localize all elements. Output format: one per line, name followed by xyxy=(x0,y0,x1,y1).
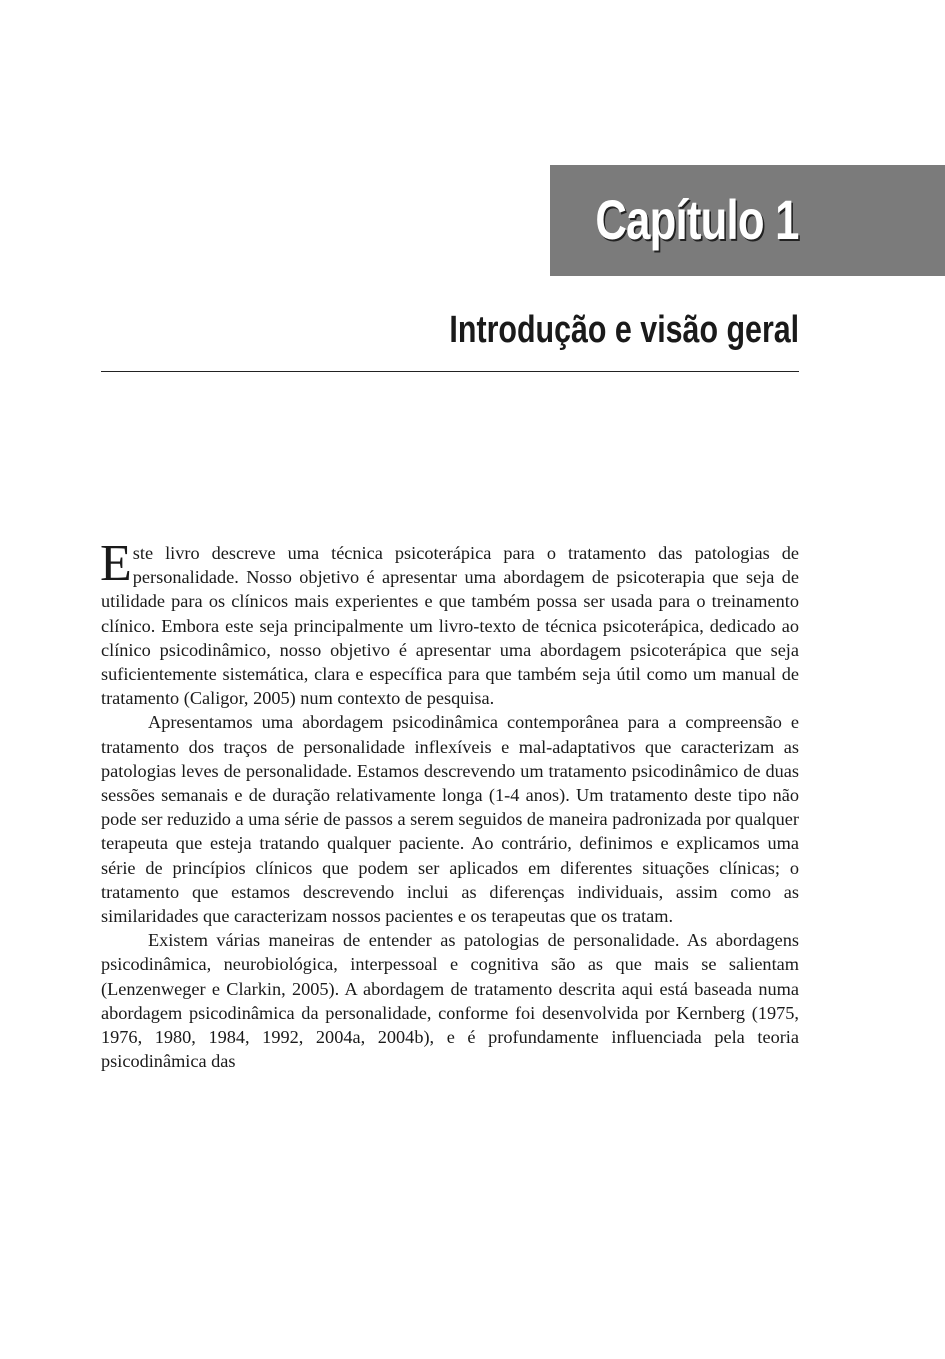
paragraph-3: Existem várias maneiras de entender as patologias de personalidade. As abordagens psicodinâmica, neurobiológica, interpessoal e cognitiva são as que mais se salientam (Lenzenweger e Clarkin, 2005). A abordagem de tratamento descrita aqui está baseada numa abordagem psicodinâmica da personalidade, conforme foi desenvolvida por Kernberg (1975, 1976, 1980, 1984, 1992, 2004a, 2004b), e é profundamente influenciada pela teoria psicodinâmica das xyxy=(101,930,799,1072)
paragraph-1 xyxy=(100,535,799,710)
paragraph-1-text: ste livro descreve uma técnica psicoterápica para o tratamento das patologias de personalidade. Nosso objetivo é apresentar uma abordagem de psicoterapia que seja de utilidade para os clínicos mais experientes e que também possa ser usada para o treinamento clínico. Embora este seja principalmente um livro-texto de técnica psicoterápica, dedicado ao clínico psicodinâmico, nosso objetivo é apresentar uma abordagem psicoterápica que seja suficientemente sistemática, clara e específica para que também seja útil como um manual de tratamento (Caligor, 2005) num contexto de pesquisa. xyxy=(101,543,799,709)
chapter-label: Capítulo 1 xyxy=(595,188,799,251)
paragraph-2: Apresentamos uma abordagem psicodinâmica contemporânea para a compreensão e tratamento dos traços de personalidade inflexíveis e mal-adaptativos que caracterizam as patologias leves de personalidade. Estamos descrevendo um tratamento psicodinâmico de duas sessões semanais e de duração relativamente longa (1-4 anos). Um tratamento deste tipo não pode ser reduzido a uma série de passos a serem seguidos de maneira padronizada por qualquer terapeuta que esteja tratando qualquer paciente. Ao contrário, definimos e explicamos uma série de princípios clínicos que podem ser aplicados em diferentes situações clínicas; o tratamento que estamos descrevendo inclui as diferenças individuais, assim como as similaridades que caracterizam nossos pacientes e os terapeutas que os tratam. xyxy=(101,712,799,927)
title-divider xyxy=(101,371,799,372)
chapter-title: Introdução e visão geral xyxy=(449,309,799,351)
drop-cap: E xyxy=(100,535,132,592)
body-text xyxy=(100,535,799,1073)
